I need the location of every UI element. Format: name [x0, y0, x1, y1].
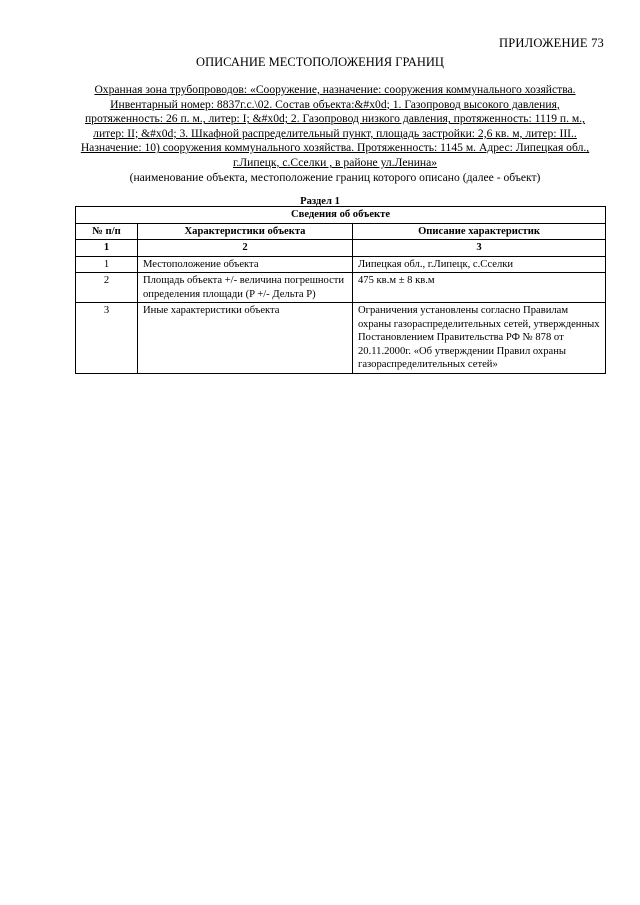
table-caption: Сведения об объекте [76, 207, 606, 224]
row-number: 2 [76, 273, 138, 303]
object-caption: (наименование объекта, местоположение границ которого описано (далее - объект) [129, 170, 541, 184]
table-row [76, 256, 606, 273]
section-label: Раздел 1 [300, 196, 340, 207]
row-characteristic: Площадь объекта +/- величина погрешности определения площади (P +/- Дельта P) [138, 273, 353, 303]
column-number-3: 3 [353, 240, 606, 257]
table-row [76, 273, 606, 303]
column-header-description: Описание характеристик [353, 223, 606, 240]
document-title: ОПИСАНИЕ МЕСТОПОЛОЖЕНИЯ ГРАНИЦ [196, 55, 444, 69]
table-caption-row [76, 207, 606, 224]
row-description: Липецкая обл., г.Липецк, с.Сселки [353, 256, 606, 273]
row-characteristic: Местоположение объекта [138, 256, 353, 273]
row-number: 3 [76, 303, 138, 374]
object-info-table [75, 206, 606, 374]
row-description: 475 кв.м ± 8 кв.м [353, 273, 606, 303]
row-description: Ограничения установлены согласно Правилам охраны газораспределительных сетей, утвержденных Постановлением Правительства РФ № 878 от 20.11.2000г. «Об утверждении Правил охраны газораспределительных сетей» [353, 303, 606, 374]
appendix-number: ПРИЛОЖЕНИЕ 73 [499, 36, 604, 50]
column-header-number: № п/п [76, 223, 138, 240]
table-header-row [76, 223, 606, 240]
row-number: 1 [76, 256, 138, 273]
table-row [76, 303, 606, 374]
column-number-row [76, 240, 606, 257]
object-description: Охранная зона трубопроводов: «Сооружение, назначение: сооружения коммунального хозяйства. Инвентарный номер: 8837г.с.\02. Состав объекта:&#x0d; 1. Газопровод высокого давления, протяженность: 26 п. м., литер: I; &#x0d; 2. Газопровод низкого давления, протяженность: 1119 п. м., литер: II; &#x0d; 3. Шкафной распределительный пункт, площадь застройки: 2,6 кв. м, литер: III.. Назначение: 10) сооружения коммунального хозяйства. Протяженность: 1145 м. Адрес: Липецкая обл., г.Липецк, с.Сселки , в районе ул.Ленина» [80, 83, 590, 169]
object-block [70, 83, 600, 185]
column-number-1: 1 [76, 240, 138, 257]
column-header-characteristic: Характеристики объекта [138, 223, 353, 240]
row-characteristic: Иные характеристики объекта [138, 303, 353, 374]
column-number-2: 2 [138, 240, 353, 257]
